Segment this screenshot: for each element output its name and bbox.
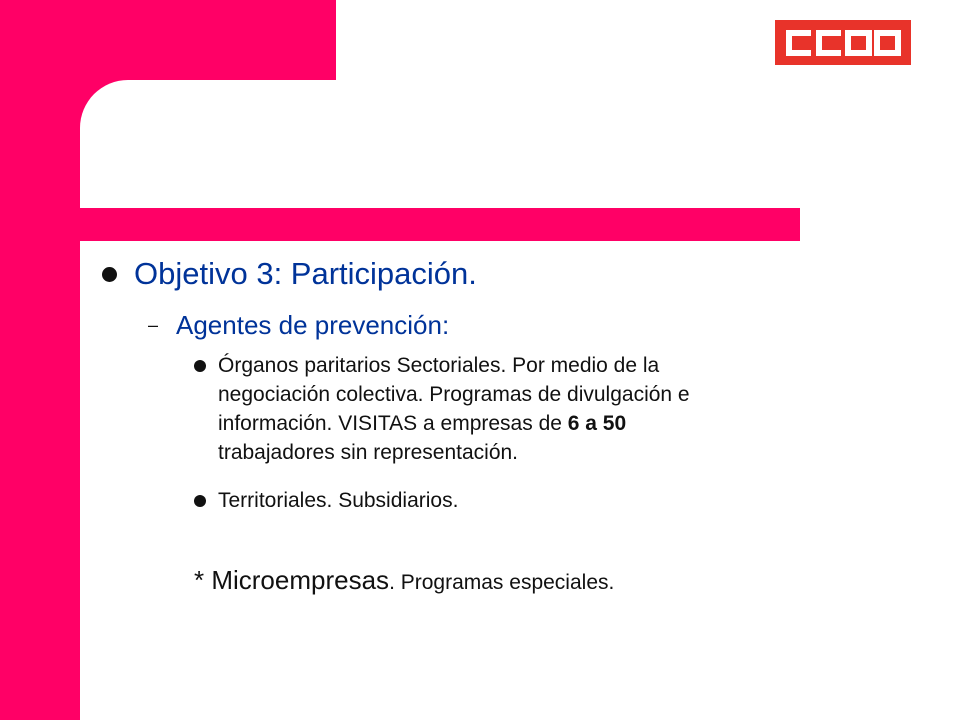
- bullet-item-organos: [194, 351, 838, 467]
- text-line: [218, 409, 838, 438]
- text-line: negociación colectiva. Programas de divulgación e: [218, 383, 690, 406]
- heading-item: [102, 256, 477, 292]
- bullet-icon: [194, 360, 206, 372]
- note-label: * Microempresas: [194, 565, 390, 595]
- bullet-item-territoriales: [194, 486, 838, 515]
- note-microempresas: [194, 565, 614, 596]
- dash-marker: –: [148, 315, 159, 335]
- subheading-item: [148, 310, 449, 341]
- emphasis-range: 6 a 50: [567, 412, 627, 435]
- text-span: información. VISITAS a empresas de: [218, 412, 568, 435]
- bullet-icon: [102, 267, 117, 282]
- bullet-icon: [194, 495, 206, 507]
- text-line: trabajadores sin representación.: [218, 441, 519, 464]
- bullet-text: [218, 351, 838, 467]
- note-text: . Programas especiales.: [389, 571, 615, 594]
- slide-heading: Objetivo 3: Participación.: [134, 256, 477, 291]
- text-line: Órganos paritarios Sectoriales. Por medio de la: [218, 354, 660, 377]
- bullet-text: Territoriales. Subsidiarios.: [218, 489, 459, 512]
- slide-subheading: Agentes de prevención:: [176, 310, 450, 340]
